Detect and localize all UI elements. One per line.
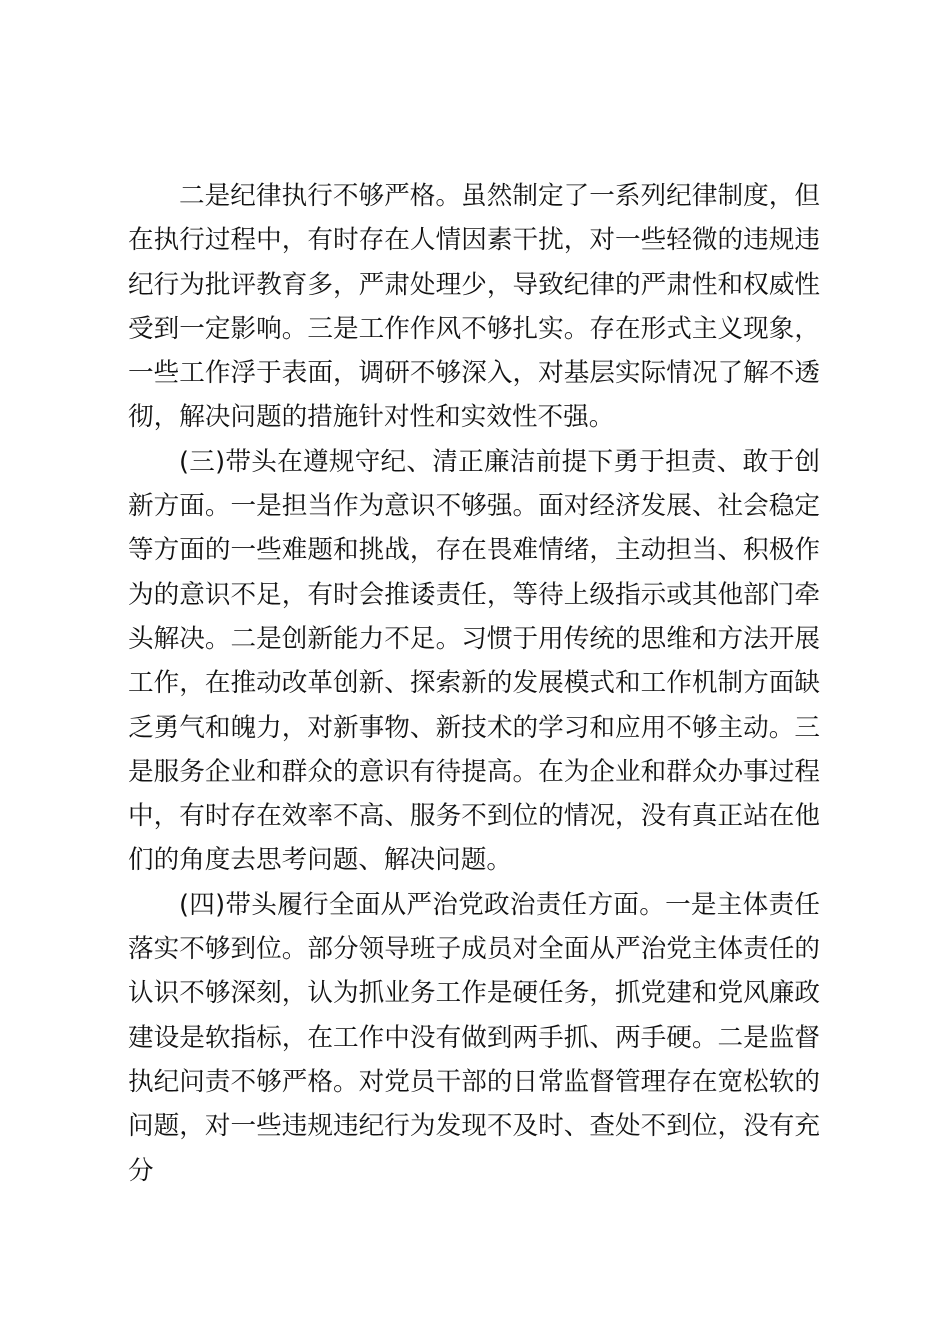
document-body (128, 174, 820, 1193)
paragraph-discipline-style: 二是纪律执行不够严格。虽然制定了一系列纪律制度，但在执行过程中，有时存在人情因素干扰，对一些轻微的违规违纪行为批评教育多，严肃处理少，导致纪律的严肃性和权威性受到一定影响。三是工作作风不够扎实。存在形式主义现象，一些工作浮于表面，调研不够深入，对基层实际情况了解不透彻，解决问题的措施针对性和实效性不强。 (128, 181, 820, 433)
paragraph-section-three: (三)带头在遵规守纪、清正廉洁前提下勇于担责、敢于创新方面。一是担当作为意识不够强。面对经济发展、社会稳定等方面的一些难题和挑战，存在畏难情绪，主动担当、积极作为的意识不足，有时会推诿责任，等待上级指示或其他部门牵头解决。二是创新能力不足。习惯于用传统的思维和方法开展工作，在推动改革创新、探索新的发展模式和工作机制方面缺乏勇气和魄力，对新事物、新技术的学习和应用不够主动。三是服务企业和群众的意识有待提高。在为企业和群众办事过程中，有时存在效率不高、服务不到位的情况，没有真正站在他们的角度去思考问题、解决问题。 (128, 446, 820, 876)
paragraph-section-four: (四)带头履行全面从严治党政治责任方面。一是主体责任落实不够到位。部分领导班子成员对全面从严治党主体责任的认识不够深刻，认为抓业务工作是硬任务，抓党建和党风廉政建设是软指标，在工作中没有做到两手抓、两手硬。二是监督执纪问责不够严格。对党员干部的日常监督管理存在宽松软的问题，对一些违规违纪行为发现不及时、查处不到位，没有充分 (128, 889, 820, 1186)
